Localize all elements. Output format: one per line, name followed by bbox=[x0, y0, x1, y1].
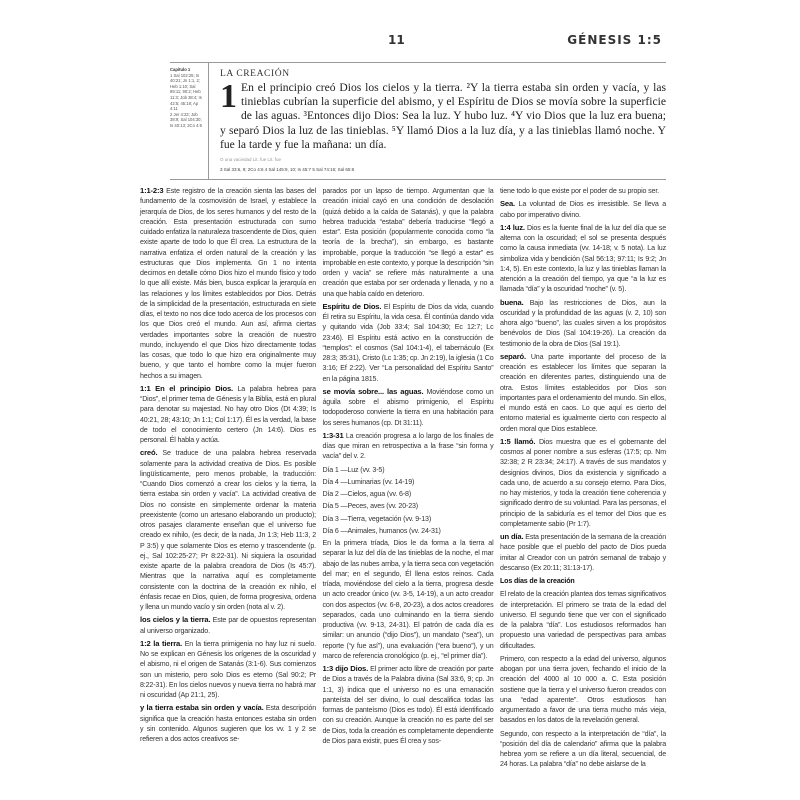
commentary-note bbox=[323, 387, 494, 428]
note-text: Esta presentación de la semana de la creación hace posible que el pueblo del pacto de Dios pueda imitar al Creador con un patrón semanal de trabajo y descanso (Ex 20:11; 31:13-17). bbox=[500, 533, 666, 572]
note-text: La voluntad de Dios es irresistible. Se lleva a cabo por imperativo divino. bbox=[500, 200, 666, 219]
verses: En el principio creó Dios los cielos y la tierra. ²Y la tierra estaba sin orden y vacía, y las tinieblas cubrían la superficie del abismo, y el Espíritu de Dios se movía sobre la superficie de las aguas. ³Entonces dijo Dios: Sea la luz. Y hubo luz. ⁴Y vio Dios que la luz era buena; y separó Dios la luz de las tinieblas. ⁵Y llamó Dios a la luz día, y a las tinieblas llamó noche. Y fue la tarde y fue la mañana: un día. bbox=[220, 81, 666, 151]
chapter-numeral: 1 bbox=[220, 78, 237, 115]
commentary-note bbox=[500, 298, 666, 349]
note-reference: buena. bbox=[500, 297, 524, 307]
note-reference: los cielos y la tierra. bbox=[140, 615, 211, 625]
commentary-note bbox=[500, 654, 666, 726]
commentary-note bbox=[323, 302, 494, 384]
note-text: El primer acto libre de creación por parte de Dios a través de la Palabra divina (Sal 33:6, 9; cp. Jn 1:1, 3) indica que el universo no es una emanación panteísta del ser divino, lo cual descalifica todas las formas de panteísmo (Dios es todo). Él está identificado con su creación. Aunque la creación no es parte del ser de Dios, toda la creación es completamente dependiente de Dios para existir, pues Él crea y sos- bbox=[322, 665, 494, 745]
note-reference: Espíritu de Dios. bbox=[322, 301, 382, 311]
commentary-column-1 bbox=[140, 186, 316, 773]
day-item: Día 6 —Animales, humanos (vv. 24-31) bbox=[322, 526, 441, 535]
note-reference: separó. bbox=[500, 351, 526, 361]
note-text: El relato de la creación plantea dos temas significativos de interpretación. El primero se trata de la edad del universo. El segundo tiene que ver con el significado de la palabra “día”. Los estudiosos reformados han propuesto una variedad de perspectivas para ambas dificultades. bbox=[500, 590, 666, 650]
chapter-label: Capítulo 1 bbox=[170, 67, 191, 72]
note-text: Moviéndose como un águila sobre el abismo primigenio, el Espíritu todopoderoso convierte la tierra en una habitación para los seres humanos (cp. Dt 31:11). bbox=[322, 387, 494, 427]
commentary-note bbox=[140, 615, 316, 636]
textual-footnotes: O una vaciedad Lit. fue Lit. fue bbox=[220, 157, 282, 163]
note-reference: creó. bbox=[140, 448, 158, 458]
note-reference: 1:3-31 bbox=[322, 430, 344, 440]
note-text: Este registro de la creación sienta las bases del fundamento de la cosmovisión de Israel, y establece la jerarquía de Dios, de los seres humanos y del resto de la creación. Esta presentación estructurada con sumo cuidado enfatiza la naturaleza trascendente de Dios, quien existe aparte de todo lo que Él crea. La estructura de la narrativa enfatiza el orden natural de la creación y las estructuras que Dios implementa. Gn 1 no intenta decirnos en detalle cómo Dios hizo el mundo físico y todo lo que allí existe. Más bien, busca explicar la jerarquía en las relaciones y los límites establecidos por Dios. Detrás de la simplicidad de la presentación, estructurada en siete días, el texto no nos dice todo acerca de los procesos con los que Dios creó el mundo. Aun así, afirma ciertas verdades importantes sobre la creación de nuestro mundo, incluyendo el que Dios hizo directamente todas las cosas, que todo lo que hizo era originalmente muy bueno, y que tanto el hombre como la mujer fueron hechos a su imagen. bbox=[140, 187, 316, 380]
day-item: Día 5 —Peces, aves (vv. 20-23) bbox=[322, 502, 419, 511]
note-text: Primero, con respecto a la edad del universo, algunos abogan por una tierra joven, fechando el inicio de la creación del 4000 al 10 000 a. C. Esta posición sostiene que la tierra y el universo fueron creados con una “edad aparente”. Otros estudiosos han argumentado a favor de una tierra mucho más vieja, basados en los datos de la revelación general. bbox=[500, 654, 666, 725]
note-reference: 1:2 la tierra. bbox=[140, 638, 183, 648]
commentary-note bbox=[500, 186, 666, 196]
note-reference: 1:5 llamó. bbox=[500, 436, 536, 446]
cross-ref: 2 Jer 4:23; Job 38:9; Sal 104:30; Is 40:13; 2Co 4:6 bbox=[170, 111, 202, 128]
note-reference: 1:1 En el principio Dios. bbox=[140, 383, 234, 393]
page-number: 11 bbox=[388, 33, 405, 47]
days-list bbox=[323, 465, 494, 537]
commentary-note bbox=[500, 729, 666, 770]
commentary-note bbox=[140, 384, 316, 446]
note-text: En la tierra primigenia no hay luz ni suelo. No se explican en Génesis los orígenes de la oscuridad y el abismo, ni el origen de Satanás (3:1-6). Sus comienzos son un misterio, pero solo Dios es eterno (Sal 90:2; Pr 8:22-31). En los cielos nuevos y nueva tierra no habrá mar ni oscuridad (Ap 21:1, 25). bbox=[140, 639, 316, 700]
commentary-note bbox=[500, 223, 666, 295]
note-text: Este par de opuestos representan al universo organizado. bbox=[140, 616, 317, 635]
day-item: Día 3 —Tierra, vegetación (vv. 9-13) bbox=[322, 514, 432, 523]
commentary-note bbox=[500, 437, 666, 529]
note-reference: un día. bbox=[500, 532, 524, 542]
commentary-note bbox=[500, 532, 666, 573]
running-head: GÉNESIS 1:5 bbox=[567, 33, 662, 47]
note-text: Se traduce de una palabra hebrea reservada solamente para la actividad creativa de Dios. Es posible lingüísticamente, pero menos probable, la traducción: “Cuando Dios comenzó a crear los cielos y la tierra, la tierra estaba sin orden y vacía”. La actividad creativa de Dios no consiste en simplemente ordenar la materia preexistente (como un artesano elaborando un producto); otros pasajes claramente enseñan que el universo fue creado ex nihilo, (es decir, de la nada, Jn 1:3; Heb 11:3, 2 P 3:5) y que solamente Dios es eterno y trascendente (p. ej., Sal 102:25-27; Pr 8:22-31). Ni siquiera la oscuridad existe aparte de la palabra creadora de Dios (Is 45:7). Mientras que la narrativa aquí es completamente consistente con la doctrina de la creación ex nihilo, el énfasis recae en Dios, quien, de forma progresiva, ordena y llena un mundo vacío y sin orden (nota al v. 2). bbox=[140, 449, 316, 612]
note-text: Dios muestra que es el gobernante del cosmos al poner nombre a sus esferas (17:5; cp. Nm 32:38; 2 R 23:34; 24:17). A través de sus mandatos y designios divinos, Dios da existencia y significado a cada uno, de acuerdo a su consejo eterno. Para Dios, no hay misterios, y toda la creación tiene coherencia y significado dentro de su voluntad. Para las personas, el principio de la sabiduría es el temor del Dios que es completamente sabio (Pr 1:7). bbox=[500, 437, 667, 528]
note-reference: 1:4 luz. bbox=[500, 222, 525, 232]
section-heading: LA CREACIÓN bbox=[220, 69, 290, 79]
commentary-column-3 bbox=[500, 186, 666, 773]
commentary-column-2 bbox=[323, 186, 494, 773]
note-reference: Sea. bbox=[500, 199, 516, 209]
note-text: La creación progresa a lo largo de los finales de días que miran en retrospectiva a la frase “sin forma y vacía” del v. 2. bbox=[322, 431, 494, 461]
commentary-note bbox=[500, 352, 666, 434]
commentary-note bbox=[323, 186, 494, 299]
commentary-note bbox=[323, 664, 494, 746]
commentary-note bbox=[323, 431, 494, 462]
commentary-note bbox=[140, 703, 316, 744]
commentary-note bbox=[140, 639, 316, 701]
note-text: parados por un lapso de tiempo. Argumentan que la creación inicial cayó en una condición de desolación (quizá debido a la caída de Satanás), y que la palabra hebrea traducida “estaba” debería traducirse “llegó a estar”. Esta posición (popularmente conocida como “la teoría de la brecha”), sin embargo, es bastante improbable, porque la traducción “se llegó a estar” es improbable en este contexto, y porque la descripción “sin orden y vacía” se refiere más naturalmente a una creación que estaba por ser ordenada y llenada, y no a una que había caído en deterioro. bbox=[322, 187, 494, 298]
subheading: Los días de la creación bbox=[500, 577, 575, 586]
day-item: Día 4 —Luminarias (vv. 14-19) bbox=[322, 477, 415, 486]
day-item: Día 1 —Luz (vv. 3-5) bbox=[322, 465, 385, 474]
scripture-section bbox=[170, 62, 666, 180]
page-body bbox=[140, 62, 666, 773]
commentary-note bbox=[500, 589, 666, 651]
note-reference: 1:1-2:3 bbox=[140, 186, 164, 196]
reference-footnotes: 3 Sal 33:6, 9; 2Co 4:6 4 Sal 145:9, 10; Is 45:7 5 Sal 74:16; Sal 65:8 bbox=[220, 167, 355, 173]
note-reference: y la tierra estaba sin orden y vacía. bbox=[140, 703, 264, 713]
scripture-main bbox=[209, 63, 666, 179]
note-text: Una parte importante del proceso de la creación es establecer los límites que separan la creación en diferentes partes, distinguiendo una de otra. Estos límites establecidos por Dios son importantes para el ordenamiento del mundo. Sin ellos, el mundo está en caos. Lo que aquí es cierto del entorno material es igualmente cierto con respecto al orden moral que Dios establece. bbox=[500, 352, 666, 433]
commentary-note bbox=[140, 186, 316, 381]
cross-references bbox=[170, 63, 209, 179]
note-text: Esta descripción significa que la creación hasta entonces estaba sin orden y sin contenido. Algunos sugieren que los vv. 1 y 2 se refieren a dos actos creativos se- bbox=[140, 704, 316, 744]
note-text: La palabra hebrea para “Dios”, el primer tema de Génesis y la Biblia, está en plural para denotar su majestad. No hay otro Dios (Dt 4:39; Is 40:21, 28; 43:10; Jn 1:1; Col 1:17). Él es la verdad, la base de todo el conocimiento certero (Jn 14:6). Dios es personal. Él habla y actúa. bbox=[140, 384, 316, 445]
commentary-note bbox=[500, 199, 666, 220]
note-text: Segundo, con respecto a la interpretación de “día”, la “posición del día de calendario” afirma que la palabra hebrea yom se refiere a un día literal, secuencial, de 24 horas. La palabra “día” no debe aislarse de la bbox=[500, 729, 666, 769]
commentary-note bbox=[323, 538, 494, 661]
note-text: Dios es la fuente final de la luz del día que se alterna con la oscuridad; el sol se presenta después como la causa inmediata (vv. 14-18; v. 5 nota). La luz simboliza vida y bendición (Sal 56:13; 97:11; Is 9:2; Jn 1:4, 5). En este contexto, la luz y las tinieblas llaman la atención a la creación del tiempo, ya que “a la luz es llamada “día” y la oscuridad “noche” (v. 5). bbox=[500, 223, 666, 294]
note-text: El Espíritu de Dios da vida, cuando Él retira su Espíritu, la vida cesa. Él continúa dando vida y quitando vida (Job 33:4; Sal 104:30; Ec 12:7; Lc 23:46). El Espíritu está activo en la construcción de “templos”: el cosmos (Sal 104:1-4), el tabernáculo (Ex 28:3; 35:31), Cristo (Lc 1:35; cp. Jn 2:19), la iglesia (1 Co 3:16; Ef 2:22). Ver “La personalidad del Espíritu Santo” en la página 1815. bbox=[322, 302, 494, 383]
note-text: En la primera tríada, Dios le da forma a la tierra al separar la luz del día de las tinieblas de la noche, el mar abajo de las nubes arriba, y la tierra seca con vegetación del mar; en el segundo, Él llena estos reinos. Cada tríada, moviéndose del cielo a la tierra, progresa desde un acto creador único (vv. 3-5, 14-19), a un acto creador con dos aspectos (vv. 6-8, 20-23), a dos actos creadores separados, cada uno culminando en la tierra siendo productiva (vv. 9-13, 24-31). El patrón de cada día es similar: un anuncio (“dijo Dios”), un mandato (“sea”), un reporte (“y fue así”), una evaluación (“era bueno”), y un marco de referencia cronológico (p. ej., “el primer día”). bbox=[322, 539, 494, 660]
day-item: Día 2 —Cielos, agua (vv. 6-8) bbox=[322, 490, 412, 499]
commentary bbox=[140, 186, 666, 773]
note-text: tiene todo lo que existe por el poder de su propio ser. bbox=[500, 187, 659, 196]
note-reference: 1:3 dijo Dios. bbox=[322, 664, 369, 674]
note-reference: se movía sobre... las aguas. bbox=[322, 386, 424, 396]
cross-ref: 1 Sal 102:25; Is 40:21; Jn 1:1, 2; Heb 1:10; Sal 89:11; 90:2; Heb 11:3; Job 38:4; Is 42:5; 45:18; Ap 4:11 bbox=[170, 72, 202, 112]
scripture-text bbox=[220, 78, 666, 152]
commentary-note bbox=[140, 448, 316, 612]
note-text: Bajo las restricciones de Dios, aun la oscuridad y la profundidad de las aguas (v. 2, 10) son ahora algo “bueno”, las cuales sirven a los propósitos benévolos de Dios (Sal 104:19-26). La creación da testimonio de la obra de Dios (Sal 19:1). bbox=[500, 298, 666, 348]
